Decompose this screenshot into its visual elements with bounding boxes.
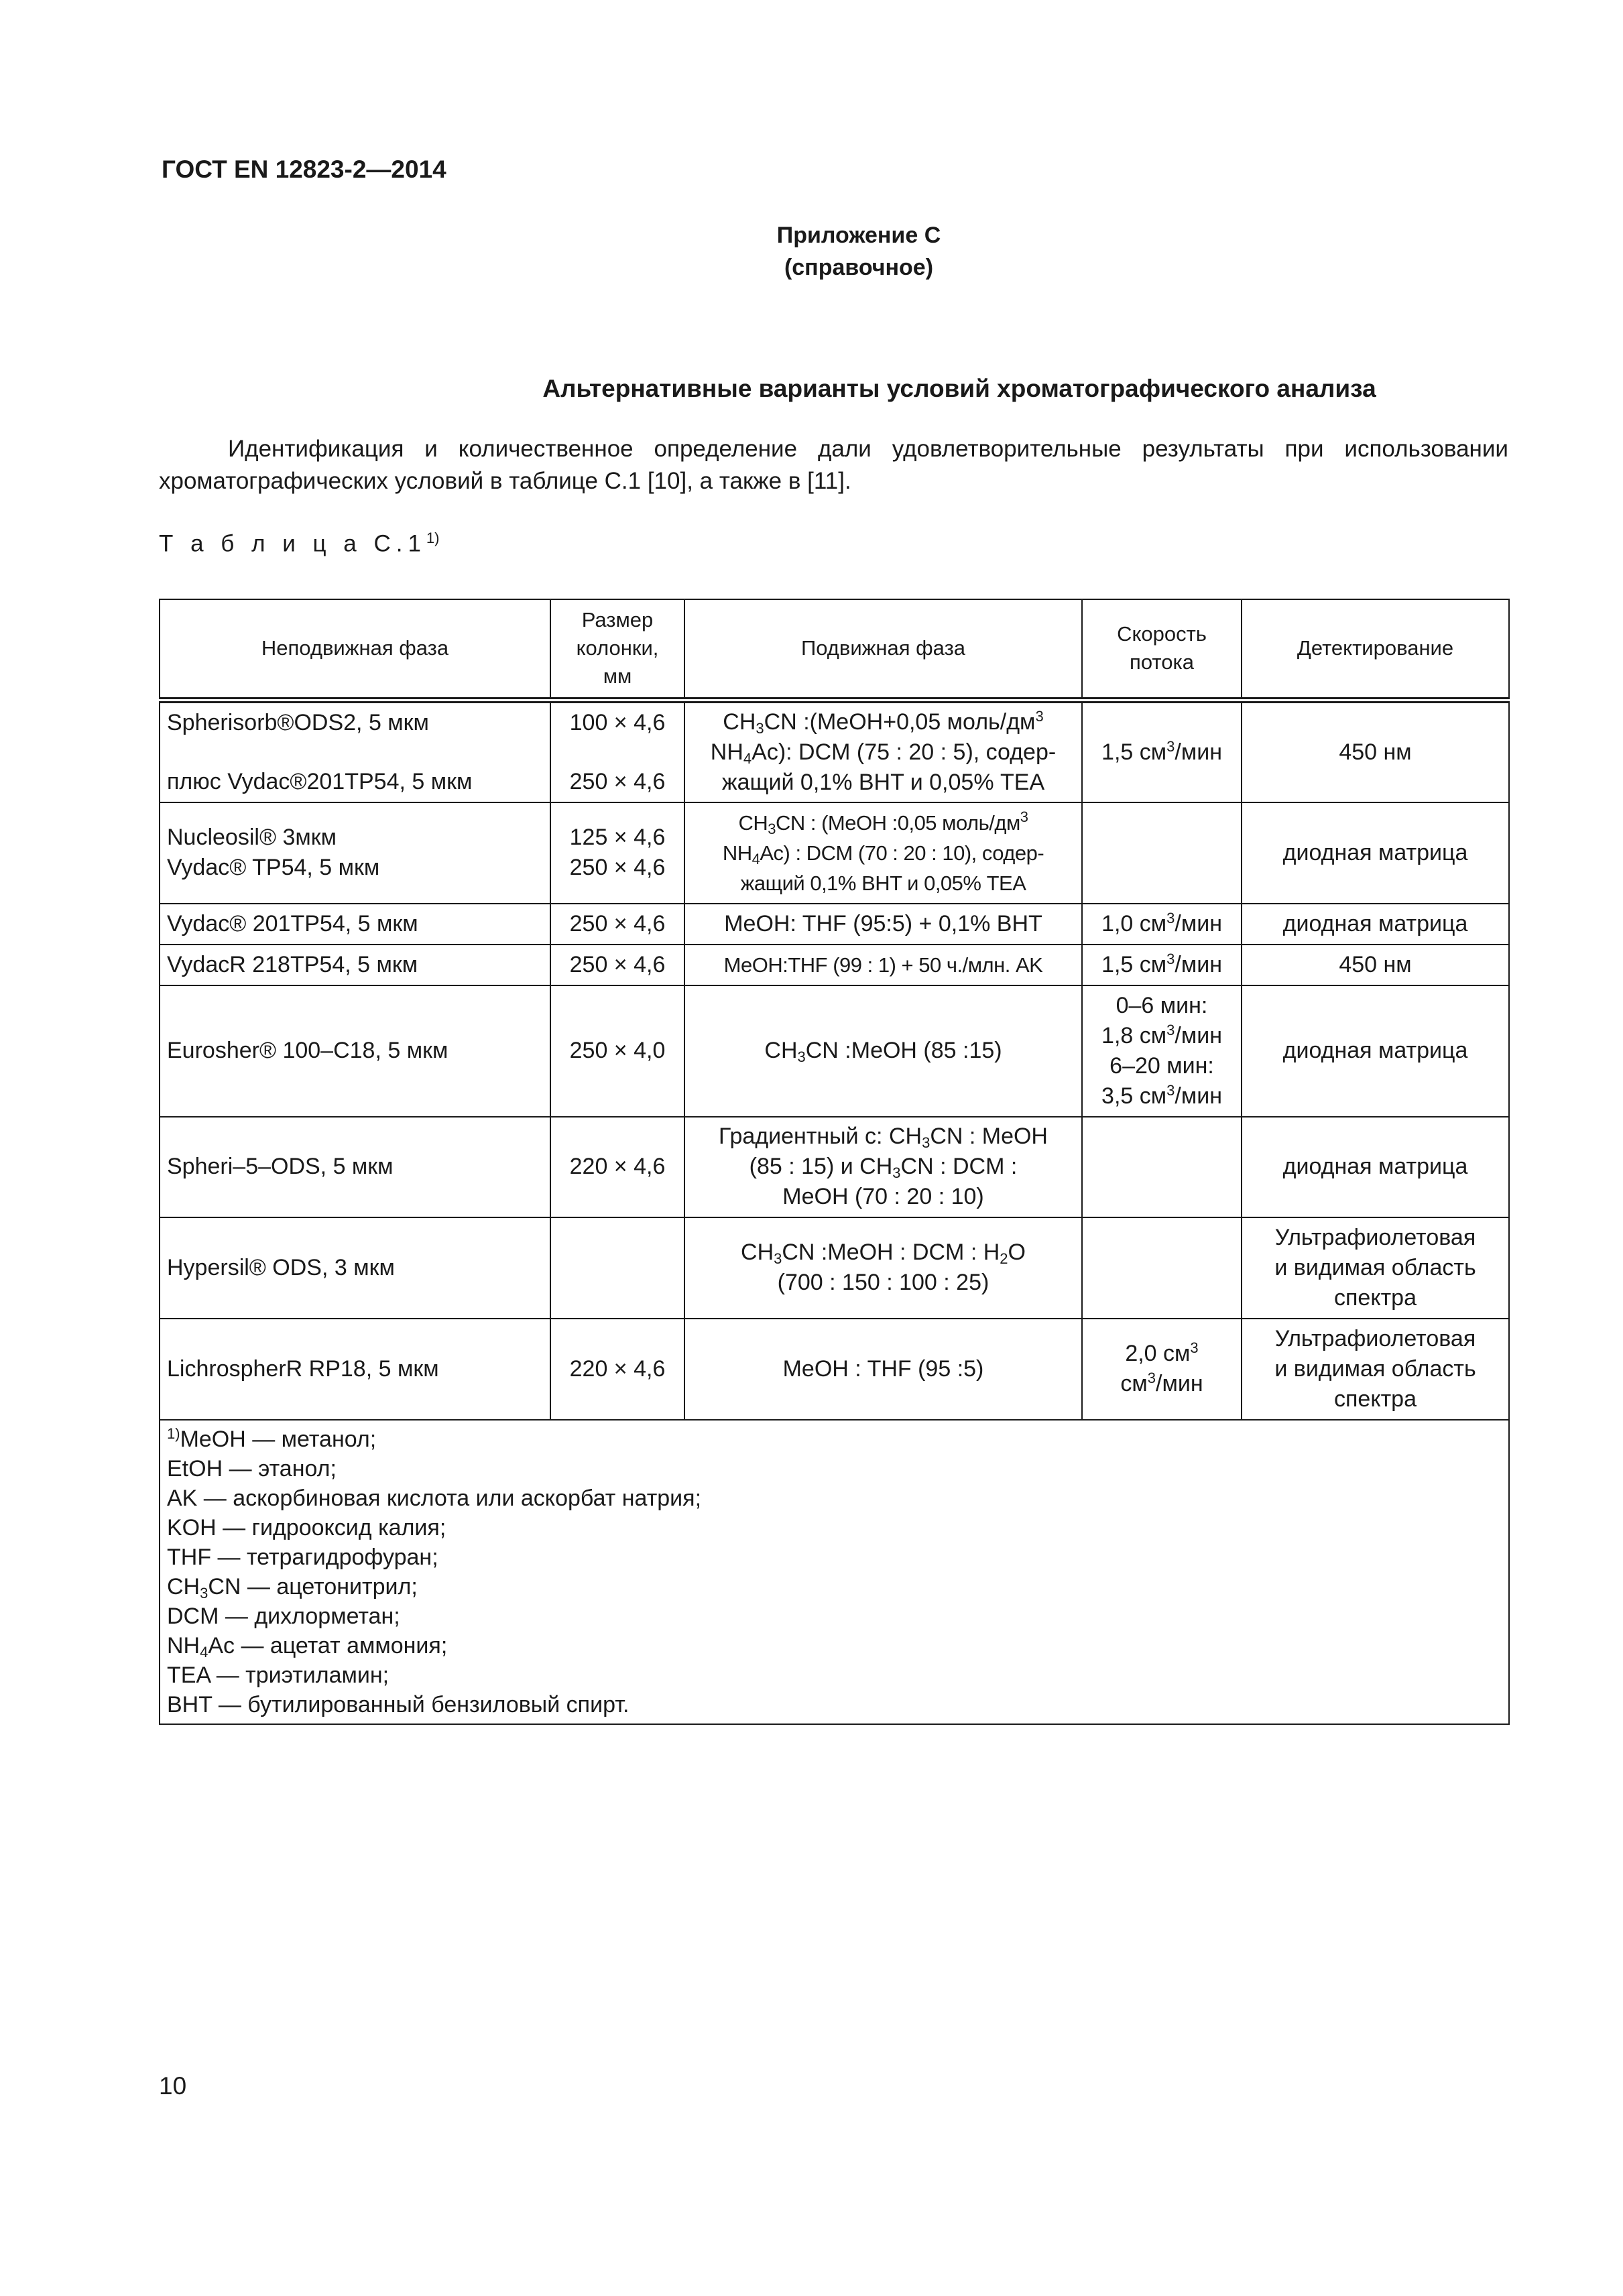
intro-paragraph (159, 433, 1508, 497)
phase-line-1: Spherisorb®ODS2, 5 мкм (167, 710, 429, 735)
table-label (159, 530, 439, 558)
cell-column-size: 250 × 4,6 (550, 904, 684, 945)
superscript: 3 (1166, 950, 1175, 967)
mobile-text: CN :(MeOH+0,05 моль/дм (764, 709, 1036, 735)
table-row (160, 945, 1509, 985)
detection-line: спектра (1334, 1284, 1417, 1311)
cell-column-size: 220 × 4,6 (550, 1319, 684, 1420)
footnote-item: AK — аскорбиновая кислота или аскорбат натрия; (167, 1485, 702, 1511)
flow-text: 0–6 мин: (1116, 992, 1208, 1018)
cell-column-size (550, 700, 684, 802)
cell-stationary-phase: Spheri–5–ODS, 5 мкм (160, 1117, 550, 1217)
intro-line-2: хроматографических условий в таблице С.1 [10], а также в [11]. (159, 468, 851, 494)
mobile-text: Ac) : DCM (70 : 20 : 10), содер- (760, 841, 1044, 865)
page-number: 10 (159, 2072, 187, 2100)
phase-line-2: Vydac® TP54, 5 мкм (167, 855, 380, 880)
appendix-title-block (0, 219, 1623, 284)
mobile-text: CN : MeOH (930, 1124, 1048, 1149)
cell-stationary-phase: Eurosher® 100–C18, 5 мкм (160, 985, 550, 1117)
header-flow-line-1: Скорость (1117, 622, 1207, 646)
footnotes-cell (160, 1420, 1509, 1724)
cell-stationary-phase: Vydac® 201TP54, 5 мкм (160, 904, 550, 945)
size-line-2: 250 × 4,6 (569, 769, 666, 794)
footnote-item: KOH — гидрооксид калия; (167, 1514, 446, 1540)
detection-line: Ультрафиолетовая (1274, 1325, 1476, 1351)
cell-column-size (550, 1217, 684, 1319)
cell-flow-rate (1082, 985, 1242, 1117)
cell-column-size: 220 × 4,6 (550, 1117, 684, 1217)
flow-text: /мин (1175, 1083, 1222, 1109)
flow-text: 3,5 см (1101, 1083, 1167, 1109)
subscript: 3 (797, 1048, 806, 1065)
cell-mobile-phase (684, 1117, 1082, 1217)
section-heading: Альтернативные варианты условий хроматографического анализа (542, 375, 1376, 402)
detection-line: Ультрафиолетовая (1274, 1224, 1476, 1250)
flow-text: 2,0 см (1125, 1341, 1191, 1366)
subscript: 4 (752, 850, 760, 867)
header-mobile-phase: Подвижная фаза (684, 599, 1082, 700)
footnote-item: THF — тетрагидрофуран; (167, 1544, 438, 1570)
footnote-item: MeOH — метанол; (180, 1426, 377, 1452)
detection-line: и видимая область (1274, 1254, 1476, 1280)
table-row (160, 904, 1509, 945)
mobile-text: NH (722, 841, 752, 865)
footnote-item: EtOH — этанол; (167, 1455, 337, 1482)
superscript: 3 (1166, 909, 1175, 926)
size-line-1: 125 × 4,6 (569, 825, 666, 850)
cell-mobile-phase (684, 1217, 1082, 1319)
flow-text: 6–20 мин: (1109, 1052, 1214, 1079)
table-row (160, 700, 1509, 802)
table-label-footnote-mark: 1) (426, 530, 440, 546)
superscript: 3 (1035, 707, 1044, 725)
cell-detection: диодная матрица (1242, 904, 1509, 945)
cell-mobile-phase (684, 985, 1082, 1117)
header-size-line-3: мм (603, 664, 632, 688)
intro-line-1: Идентификация и количественное определение дали удовлетворительные результаты при использовании (228, 436, 1508, 462)
cell-flow-rate (1082, 700, 1242, 802)
mobile-text: (700 : 150 : 100 : 25) (777, 1270, 989, 1295)
subscript: 3 (922, 1134, 930, 1151)
cell-column-size: 250 × 4,6 (550, 945, 684, 985)
table-row (160, 1217, 1509, 1319)
footnote-item: CH (167, 1573, 200, 1599)
header-stationary-phase: Неподвижная фаза (160, 599, 550, 700)
document-code: ГОСТ EN 12823-2—2014 (162, 156, 446, 183)
mobile-text: CH (741, 1240, 774, 1265)
detection-line: спектра (1334, 1386, 1417, 1412)
mobile-text: CN : DCM : (900, 1154, 1018, 1179)
footnote-mark: 1) (167, 1425, 180, 1442)
mobile-text: жащий 0,1% BHT и 0,05% TEA (721, 769, 1045, 795)
table-row (160, 985, 1509, 1117)
table-label-text: Т а б л и ц а С.1 (159, 530, 426, 557)
mobile-text: Градиентный с: CH (719, 1124, 922, 1149)
cell-flow-rate (1082, 1217, 1242, 1319)
cell-stationary-phase: Hypersil® ODS, 3 мкм (160, 1217, 550, 1319)
subscript: 3 (768, 820, 776, 837)
subscript: 3 (200, 1584, 208, 1602)
superscript: 3 (1147, 1370, 1156, 1386)
mobile-text: Ac): DCM (75 : 20 : 5), содер- (752, 739, 1057, 765)
cell-stationary-phase (160, 802, 550, 904)
mobile-text: жащий 0,1% BHT и 0,05% TEA (740, 871, 1026, 895)
cell-stationary-phase (160, 700, 550, 802)
cell-mobile-phase: MeOH:THF (99 : 1) + 50 ч./млн. AK (684, 945, 1082, 985)
header-flow-rate (1082, 599, 1242, 700)
mobile-text: CN :MeOH (85 :15) (805, 1038, 1002, 1063)
footnote-item: Ac — ацетат аммония; (208, 1632, 448, 1658)
cell-mobile-phase: MeOH : THF (95 :5) (684, 1319, 1082, 1420)
footnote-item: NH (167, 1632, 200, 1658)
cell-detection (1242, 1319, 1509, 1420)
footnote-item: BHT — бутилированный бензиловый спирт. (167, 1691, 629, 1717)
table-row (160, 1117, 1509, 1217)
table-header-row (160, 599, 1509, 700)
flow-text: /мин (1156, 1371, 1203, 1396)
flow-text: /мин (1175, 1022, 1222, 1048)
mobile-text: MeOH (70 : 20 : 10) (782, 1184, 984, 1209)
flow-text: 1,5 см (1101, 951, 1167, 977)
table-row (160, 802, 1509, 904)
cell-stationary-phase: VydacR 218TP54, 5 мкм (160, 945, 550, 985)
cell-detection: диодная матрица (1242, 802, 1509, 904)
chromatography-table (159, 599, 1510, 1725)
footnote-item: DCM — дихлорметан; (167, 1603, 400, 1629)
cell-detection: диодная матрица (1242, 1117, 1509, 1217)
cell-flow-rate (1082, 945, 1242, 985)
superscript: 3 (1166, 1081, 1175, 1099)
flow-text: 1,0 см (1101, 910, 1167, 936)
footnote-item: CN — ацетонитрил; (208, 1573, 418, 1599)
cell-detection: 450 нм (1242, 945, 1509, 985)
flow-text: см (1120, 1371, 1148, 1396)
cell-flow-rate (1082, 1319, 1242, 1420)
cell-column-size (550, 802, 684, 904)
subscript: 4 (743, 749, 752, 767)
subscript: 3 (774, 1250, 782, 1267)
cell-flow-rate (1082, 802, 1242, 904)
cell-flow-rate (1082, 1117, 1242, 1217)
header-detection: Детектирование (1242, 599, 1509, 700)
footnotes-row (160, 1420, 1509, 1724)
detection-line: и видимая область (1274, 1355, 1476, 1382)
subscript: 2 (1000, 1250, 1008, 1267)
subscript: 4 (200, 1643, 208, 1660)
size-line-1: 100 × 4,6 (569, 710, 666, 735)
footnote-item: TEA — триэтиламин; (167, 1662, 389, 1688)
subscript: 3 (756, 719, 764, 737)
subscript: 3 (892, 1164, 901, 1181)
phase-line-1: Nucleosil® 3мкм (167, 825, 337, 850)
mobile-text: O (1008, 1240, 1026, 1265)
mobile-text: CH (723, 709, 756, 735)
cell-stationary-phase: LichrospherR RP18, 5 мкм (160, 1319, 550, 1420)
cell-mobile-phase (684, 802, 1082, 904)
flow-text: /мин (1175, 739, 1222, 765)
cell-flow-rate (1082, 904, 1242, 945)
mobile-text: NH (710, 739, 743, 765)
cell-mobile-phase (684, 700, 1082, 802)
cell-column-size: 250 × 4,0 (550, 985, 684, 1117)
header-column-size (550, 599, 684, 700)
flow-text: /мин (1175, 910, 1222, 936)
cell-detection: 450 нм (1242, 700, 1509, 802)
header-size-line-2: колонки, (576, 636, 659, 660)
cell-mobile-phase: MeOH: THF (95:5) + 0,1% BHT (684, 904, 1082, 945)
size-line-2: 250 × 4,6 (569, 855, 666, 880)
flow-text: 1,5 см (1101, 739, 1167, 765)
header-size-line-1: Размер (581, 608, 654, 632)
mobile-text: CN : (MeOH :0,05 моль/дм (775, 810, 1020, 835)
superscript: 3 (1020, 808, 1028, 825)
superscript: 3 (1166, 1021, 1175, 1038)
appendix-title: Приложение С (776, 223, 941, 248)
phase-line-2: плюс Vydac®201TP54, 5 мкм (167, 769, 473, 794)
table-row (160, 1319, 1509, 1420)
mobile-text: CH (764, 1038, 798, 1063)
superscript: 3 (1190, 1339, 1199, 1356)
superscript: 3 (1166, 737, 1175, 755)
header-flow-line-2: потока (1130, 650, 1194, 674)
appendix-type: (справочное) (784, 255, 934, 280)
cell-detection (1242, 1217, 1509, 1319)
flow-text: /мин (1175, 951, 1222, 977)
mobile-text: CN :MeOH : DCM : H (782, 1240, 1000, 1265)
cell-detection: диодная матрица (1242, 985, 1509, 1117)
mobile-text: CH (738, 810, 768, 835)
flow-text: 1,8 см (1101, 1022, 1167, 1048)
mobile-text: (85 : 15) и CH (749, 1154, 893, 1179)
